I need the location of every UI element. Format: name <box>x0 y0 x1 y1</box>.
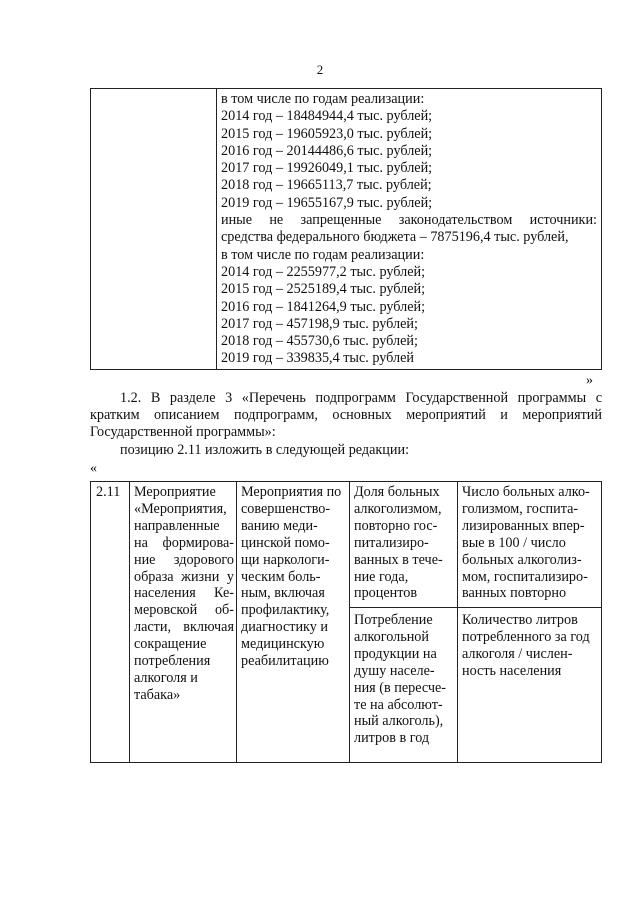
cell-line: процентов <box>354 585 418 602</box>
funding-line: 2014 год – 18484944,4 тыс. рублей; <box>221 108 433 125</box>
cell-line: совершенство- <box>241 500 331 517</box>
column-divider <box>129 482 130 762</box>
cell-line: алкогольной <box>354 628 429 645</box>
cell-line: ванию меди- <box>241 517 318 534</box>
cell-line: ние года, <box>354 568 409 585</box>
formula-cell-2 <box>462 612 599 680</box>
cell-line: сокращение <box>134 636 207 653</box>
column-divider <box>457 482 458 762</box>
cell-line: те на абсолют- <box>354 696 443 713</box>
closing-quote: » <box>586 373 593 388</box>
cell-line: табака» <box>134 686 181 703</box>
page-number: 2 <box>316 62 324 77</box>
funding-line: средства федерального бюджета – 7875196,4 тыс. рублей, <box>221 229 569 246</box>
cell-line: ния (в пересче- <box>354 679 447 696</box>
cell-line: душу населе- <box>354 662 435 679</box>
cell-line: ласти, включая <box>134 619 234 636</box>
cell-line: Количество литров <box>462 612 578 628</box>
measure-description-cell <box>241 484 347 670</box>
cell-line: диагностику и <box>241 619 328 636</box>
cell-line: Число больных алко- <box>462 484 590 500</box>
funding-line: в том числе по годам реализации: <box>221 246 425 263</box>
funding-line: 2018 год – 455730,6 тыс. рублей; <box>221 333 418 350</box>
cell-line: 2.11 <box>96 484 121 500</box>
funding-line: 2018 год – 19665113,7 тыс. рублей; <box>221 177 432 194</box>
cell-line: реабилитацию <box>241 653 329 670</box>
cell-line: алкоголя / числен- <box>462 645 573 662</box>
cell-line: Потребление <box>354 612 433 628</box>
column-divider <box>349 482 350 762</box>
row-divider <box>349 607 601 608</box>
cell-line: профилактику, <box>241 602 330 619</box>
cell-line: цинской помо- <box>241 534 330 551</box>
funding-line: 2015 год – 19605923,0 тыс. рублей; <box>221 125 433 142</box>
funding-line: 2014 год – 2255977,2 тыс. рублей; <box>221 263 426 280</box>
cell-line: населения Ке- <box>134 585 234 602</box>
instruction-paragraph: позицию 2.11 изложить в следующей редакции: <box>120 442 410 458</box>
funding-line: 2015 год – 2525189,4 тыс. рублей; <box>221 281 426 298</box>
cell-line: Доля больных <box>354 484 440 500</box>
cell-line: больных алкоголиз- <box>462 551 582 568</box>
funding-table <box>90 88 602 370</box>
cell-line: мом, госпитализиро- <box>462 568 588 585</box>
column-divider <box>236 482 237 762</box>
cell-line: медицинскую <box>241 636 325 653</box>
cell-line: ный алкоголь), <box>354 713 444 730</box>
funding-line: 2019 год – 19655167,9 тыс. рублей; <box>221 194 433 211</box>
funding-line: 2016 год – 20144486,6 тыс. рублей; <box>221 142 433 159</box>
measures-table <box>90 481 602 763</box>
opening-quote: « <box>90 461 97 476</box>
cell-line: ность населения <box>462 662 562 679</box>
formula-cell-1 <box>462 484 599 602</box>
cell-line: направленные <box>134 517 220 534</box>
table-column-divider <box>216 89 217 369</box>
funding-line: 2017 год – 19926049,1 тыс. рублей; <box>221 160 433 177</box>
funding-line: 2016 год – 1841264,9 тыс. рублей; <box>221 298 426 315</box>
cell-line: потребления <box>134 653 211 670</box>
cell-line: вые в 100 / число <box>462 534 566 551</box>
cell-line: ванных в тече- <box>354 551 443 568</box>
cell-line: на формирова- <box>134 534 234 551</box>
indicator-cell-2 <box>354 612 455 747</box>
cell-line: ванных повторно <box>462 585 567 602</box>
cell-line: литров в год <box>354 730 430 747</box>
funding-line: иные не запрещенные законодательством источники: <box>221 212 597 229</box>
cell-line: питализиро- <box>354 534 429 551</box>
funding-line: в том числе по годам реализации: <box>221 91 425 107</box>
cell-line: повторно гос- <box>354 517 438 534</box>
cell-line: образа жизни у <box>134 568 234 585</box>
cell-line: лизированных впер- <box>462 517 585 534</box>
cell-line: «Мероприятия, <box>134 500 227 517</box>
cell-line: Мероприятие <box>134 484 216 500</box>
funding-text <box>221 91 597 368</box>
position-number-cell <box>96 484 120 501</box>
funding-line: 2017 год – 457198,9 тыс. рублей; <box>221 315 418 332</box>
funding-line: 2019 год – 339835,4 тыс. рублей <box>221 350 414 367</box>
cell-line: потребленного за год <box>462 628 590 645</box>
cell-line: ным, включая <box>241 585 325 602</box>
measure-name-cell <box>134 484 234 704</box>
cell-line: щи наркологи- <box>241 551 330 568</box>
cell-line: голизмом, госпита- <box>462 500 579 517</box>
cell-line: алкоголизмом, <box>354 500 442 517</box>
cell-line: алкоголя и <box>134 669 198 686</box>
amendment-paragraph: 1.2. В разделе 3 «Перечень подпрограмм Государственной программы с кратким описанием подпрограмм, основных мероприятий и мероприятий Государственной программы»: <box>90 390 602 440</box>
cell-line: ние здорового <box>134 551 234 568</box>
cell-line: продукции на <box>354 645 437 662</box>
cell-line: Мероприятия по <box>241 484 342 500</box>
cell-line: меровской об- <box>134 602 234 619</box>
cell-line: ческим боль- <box>241 568 321 585</box>
indicator-cell-1 <box>354 484 455 602</box>
